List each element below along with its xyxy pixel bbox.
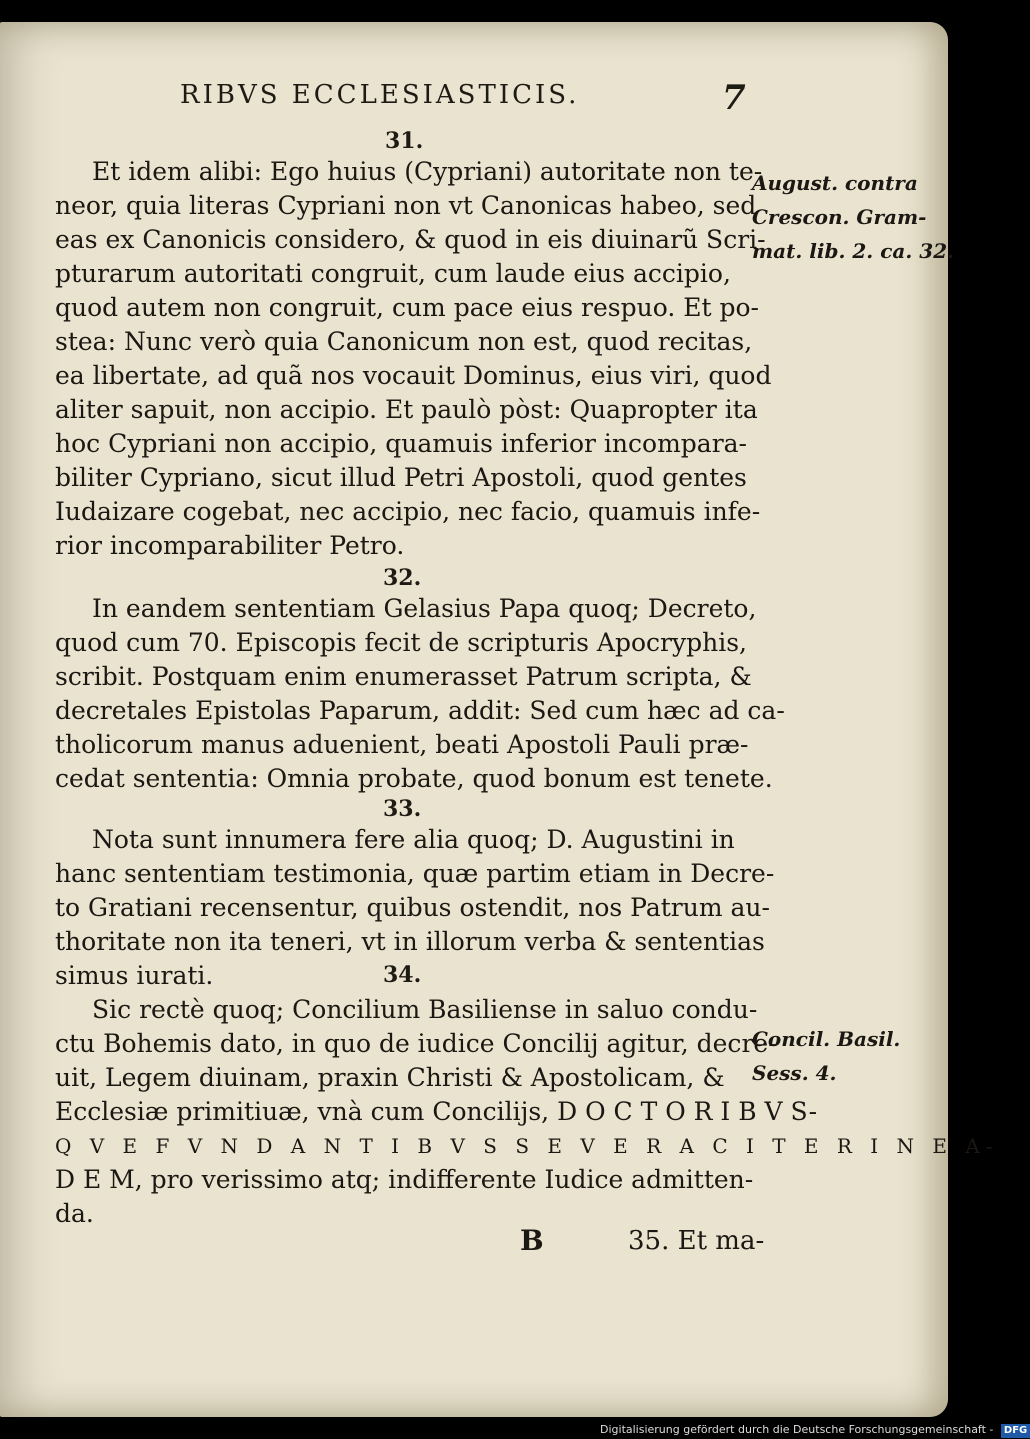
text-line: Q V E F V N D A N T I B V S S E V E R A C I T E R I N E A-	[55, 1134, 999, 1158]
text-line: Et idem alibi: Ego huius (Cypriani) autoritate non te-	[92, 157, 763, 186]
section-number: 32.	[383, 565, 422, 591]
text-line: quod autem non congruit, cum pace eius respuo. Et po-	[55, 293, 759, 322]
text-line: tholicorum manus aduenient, beati Apostoli Pauli præ-	[55, 730, 749, 759]
dfg-logo: DFG	[1001, 1424, 1030, 1438]
text-line: Nota sunt innumera fere alia quoq; D. Augustini in	[92, 825, 735, 854]
text-line: da.	[55, 1199, 94, 1228]
section-number: 33.	[383, 796, 422, 822]
text-line: pturarum autoritati congruit, cum laude eius accipio,	[55, 259, 731, 288]
text-line: ea libertate, ad quã nos vocauit Dominus, eius viri, quod	[55, 361, 772, 390]
text-line: ctu Bohemis dato, in quo de iudice Concilij agitur, decre-	[55, 1029, 777, 1058]
credit-text: Digitalisierung gefördert durch die Deutsche Forschungsgemeinschaft -	[600, 1423, 994, 1436]
section-number: 31.	[385, 128, 424, 154]
text-line: to Gratiani recensentur, quibus ostendit, nos Patrum au-	[55, 893, 770, 922]
text-line: decretales Epistolas Paparum, addit: Sed cum hæc ad ca-	[55, 696, 785, 725]
text-line: Ecclesiæ primitiuæ, vnà cum Concilijs, D O C T O R I B V S-	[55, 1097, 818, 1126]
text-line: scribit. Postquam enim enumerasset Patrum scripta, &	[55, 662, 752, 691]
marginal-note-line: Concil. Basil.	[752, 1027, 901, 1051]
text-line: Iudaizare cogebat, nec accipio, nec facio, quamuis infe-	[55, 497, 761, 526]
text-line: In eandem sententiam Gelasius Papa quoq; Decreto,	[92, 594, 757, 623]
text-line: hoc Cypriani non accipio, quamuis inferior incompara-	[55, 429, 747, 458]
text-line: aliter sapuit, non accipio. Et paulò pòst: Quapropter ita	[55, 395, 758, 424]
text-line: rior incomparabiliter Petro.	[55, 531, 405, 560]
text-line: neor, quia literas Cypriani non vt Canonicas habeo, sed	[55, 191, 757, 220]
marginal-note-line: Sess. 4.	[752, 1061, 837, 1085]
text-line: D E M, pro verissimo atq; indifferente Iudice admitten-	[55, 1165, 754, 1194]
text-line: stea: Nunc verò quia Canonicum non est, quod recitas,	[55, 327, 753, 356]
text-line: hanc sententiam testimonia, quæ partim etiam in Decre-	[55, 859, 775, 888]
signature-mark: B	[520, 1224, 544, 1257]
page-number: 7	[722, 78, 746, 118]
catchword: 35. Et ma-	[628, 1226, 765, 1256]
digitization-credit	[600, 1420, 1028, 1439]
text-line: quod cum 70. Episcopis fecit de scripturis Apocryphis,	[55, 628, 747, 657]
marginal-note-line: mat. lib. 2. ca. 32.	[752, 239, 955, 263]
text-line: biliter Cypriano, sicut illud Petri Apostoli, quod gentes	[55, 463, 747, 492]
text-line: Sic rectè quoq; Concilium Basiliense in saluo condu-	[92, 995, 758, 1024]
text-line: cedat sententia: Omnia probate, quod bonum est tenete.	[55, 764, 773, 793]
text-line: simus iurati.	[55, 961, 214, 990]
marginal-note-line: Crescon. Gram-	[752, 205, 927, 229]
text-line: uit, Legem diuinam, praxin Christi & Apostolicam, &	[55, 1063, 725, 1092]
section-number: 34.	[383, 962, 422, 988]
marginal-note-line: August. contra	[752, 171, 918, 195]
running-title: RIBVS ECCLESIASTICIS.	[180, 80, 580, 110]
text-line: eas ex Canonicis considero, & quod in eis diuinarũ Scri-	[55, 225, 766, 254]
text-line: thoritate non ita teneri, vt in illorum verba & sententias	[55, 927, 765, 956]
